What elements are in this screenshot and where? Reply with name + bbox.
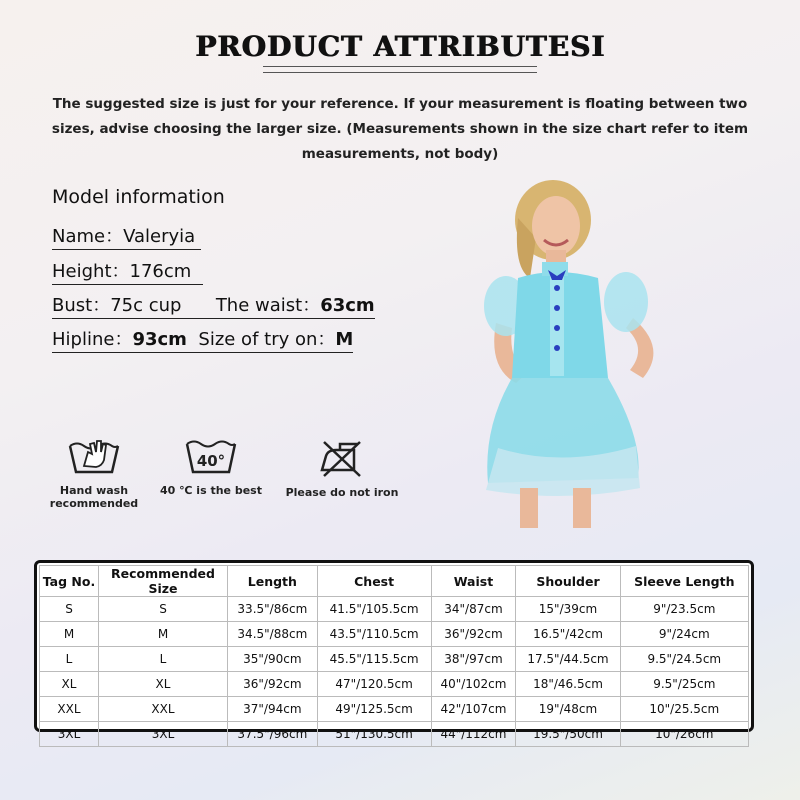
care-no-iron <box>282 438 402 499</box>
model-height-label: Height： <box>52 261 130 282</box>
model-tryon-value: M <box>335 329 354 350</box>
table-cell: 18"/46.5cm <box>516 672 620 697</box>
table-cell: 35"/90cm <box>228 647 318 672</box>
model-hipline-value: 93cm <box>132 329 187 350</box>
model-bust-waist <box>52 295 375 319</box>
table-cell: 43.5"/110.5cm <box>317 622 431 647</box>
size-table-header-row <box>40 566 749 597</box>
table-row <box>40 672 749 697</box>
model-height-value: 176cm <box>129 261 192 282</box>
table-cell: XL <box>99 672 228 697</box>
table-row <box>40 597 749 622</box>
table-cell: 40"/102cm <box>431 672 516 697</box>
table-cell: XL <box>40 672 99 697</box>
table-row <box>40 722 749 747</box>
header-shoulder: Shoulder <box>516 566 620 597</box>
table-cell: L <box>99 647 228 672</box>
table-cell: 37"/94cm <box>228 697 318 722</box>
table-cell: 10"/25.5cm <box>620 697 748 722</box>
title-divider-lower <box>263 72 537 73</box>
table-cell: 45.5"/115.5cm <box>317 647 431 672</box>
care-wash-40-label: 40 ℃ is the best <box>160 484 262 497</box>
table-cell: 38"/97cm <box>431 647 516 672</box>
header-sleeve-length: Sleeve Length <box>620 566 748 597</box>
model-waist-value: 63cm <box>320 295 375 316</box>
table-cell: 3XL <box>99 722 228 747</box>
model-name-label: Name： <box>52 226 124 247</box>
table-cell: XXL <box>99 697 228 722</box>
model-waist-label: The waist： <box>215 295 321 316</box>
header-waist: Waist <box>431 566 516 597</box>
table-cell: 19.5"/50cm <box>516 722 620 747</box>
header-tag-no: Tag No. <box>40 566 99 597</box>
model-name-line <box>52 222 201 248</box>
model-bust-label: Bust： <box>52 295 111 316</box>
model-hipline-line <box>52 325 353 351</box>
model-photo <box>468 178 678 528</box>
table-cell: 44"/112cm <box>431 722 516 747</box>
table-cell: 34.5"/88cm <box>228 622 318 647</box>
page-title: PRODUCT ATTRIBUTESI <box>194 30 606 63</box>
table-cell: M <box>40 622 99 647</box>
header-length: Length <box>228 566 318 597</box>
table-row <box>40 647 749 672</box>
size-chart <box>34 560 754 741</box>
table-cell: 3XL <box>40 722 99 747</box>
table-cell: 34"/87cm <box>431 597 516 622</box>
care-hand-wash-label-1: Hand wash <box>59 484 129 497</box>
table-cell: 41.5"/105.5cm <box>317 597 431 622</box>
care-hand-wash-label-2: recommended <box>49 497 139 510</box>
wash-40-icon <box>183 436 239 476</box>
table-cell: 49"/125.5cm <box>317 697 431 722</box>
size-notice: The suggested size is just for your reference. If your measurement is floating between two sizes, advise choosing the larger size. (Measurements shown in the size chart refer to item measurements, not body) <box>51 96 749 162</box>
size-table <box>39 565 749 747</box>
title-divider <box>263 66 537 67</box>
model-hipline-label: Hipline： <box>52 329 133 350</box>
table-cell: 33.5"/86cm <box>228 597 318 622</box>
do-not-iron-icon <box>316 438 368 478</box>
table-cell: 47"/120.5cm <box>317 672 431 697</box>
model-tryon-label: Size of try on： <box>198 329 336 350</box>
table-cell: 9"/23.5cm <box>620 597 748 622</box>
table-cell: 36"/92cm <box>431 622 516 647</box>
table-cell: 9.5"/25cm <box>620 672 748 697</box>
table-cell: 17.5"/44.5cm <box>516 647 620 672</box>
care-wash-40 <box>156 436 266 497</box>
table-cell: XXL <box>40 697 99 722</box>
table-cell: 9.5"/24.5cm <box>620 647 748 672</box>
wash-temp-text: 40° <box>196 452 226 470</box>
model-hipline-tryon <box>52 329 353 353</box>
table-cell: 37.5"/96cm <box>228 722 318 747</box>
table-cell: 42"/107cm <box>431 697 516 722</box>
table-cell: M <box>99 622 228 647</box>
header-recommended-size: Recommended Size <box>99 566 228 597</box>
model-bust-waist-line <box>52 291 375 317</box>
table-row <box>40 697 749 722</box>
table-cell: 51"/130.5cm <box>317 722 431 747</box>
table-cell: 36"/92cm <box>228 672 318 697</box>
table-cell: 9"/24cm <box>620 622 748 647</box>
header-chest: Chest <box>317 566 431 597</box>
table-row <box>40 622 749 647</box>
model-name <box>52 226 201 250</box>
model-name-value: Valeryia <box>123 226 196 247</box>
model-info-heading: Model information <box>52 186 225 208</box>
care-hand-wash <box>44 432 144 510</box>
table-cell: S <box>40 597 99 622</box>
model-height-line <box>52 257 203 283</box>
model-bust-value: 75c cup <box>110 295 182 316</box>
table-cell: 15"/39cm <box>516 597 620 622</box>
table-cell: S <box>99 597 228 622</box>
model-height <box>52 261 203 285</box>
table-cell: L <box>40 647 99 672</box>
table-cell: 19"/48cm <box>516 697 620 722</box>
hand-wash-icon <box>66 432 122 476</box>
table-cell: 10"/26cm <box>620 722 748 747</box>
care-no-iron-label: Please do not iron <box>285 486 399 499</box>
table-cell: 16.5"/42cm <box>516 622 620 647</box>
